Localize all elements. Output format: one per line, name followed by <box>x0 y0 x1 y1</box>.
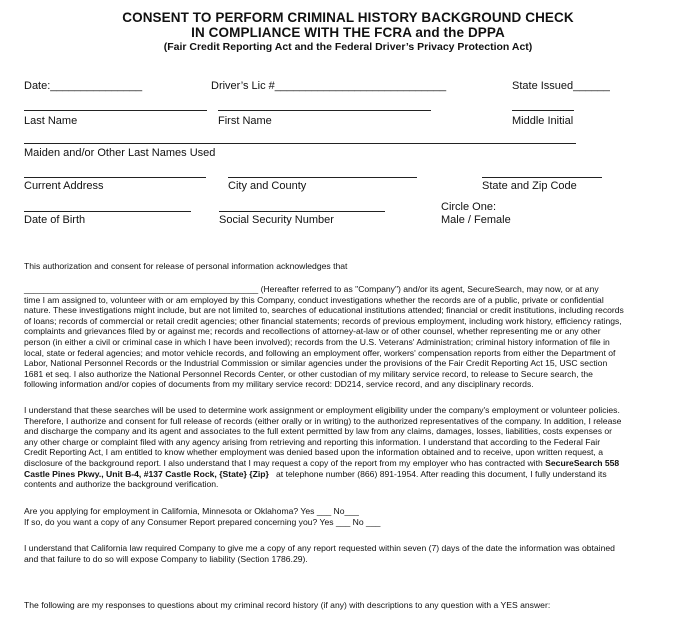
question-california-mn-ok[interactable]: Are you applying for employment in California, Minnesota or Oklahoma? Yes ___ No___ <box>24 506 359 516</box>
para1-line: _________________________________________________ (Hereafter referred to as "Company") and/or its agent, SecureSearch, may now, or at any <box>24 284 599 294</box>
date-of-birth-label: Date of Birth <box>24 214 86 226</box>
california-line: I understand that California law required Company to give me a copy of any report requested within seven (7) days of the date the information was obtained <box>24 543 615 553</box>
auth-intro: This authorization and consent for release of personal information acknowledges that <box>24 261 348 271</box>
middle-initial-label: Middle Initial <box>512 115 574 127</box>
maiden-name-line[interactable] <box>24 143 576 144</box>
para2-line: and discharge the company and its agent and associates to the full extent permitted by law from any claims, damages, losses, liabilities, costs expenses or <box>24 426 613 437</box>
ssn-line[interactable] <box>219 211 385 212</box>
gender-options[interactable]: Male / Female <box>441 214 511 226</box>
date-of-birth-line[interactable] <box>24 211 191 212</box>
para1-line: following information and/or copies of documents from my military service record: DD214, service record, and any disciplinary records. <box>24 379 534 390</box>
current-address-line[interactable] <box>24 177 206 178</box>
securesearch-name: SecureSearch 558 <box>545 457 620 468</box>
para1-line: Labor, National Personnel Records or the Industrial Commission or similar agencies under the provisions of the Fair Credit Reporting Act 15, USC section <box>24 358 608 369</box>
para2-line: Castle Pines Pkwy., Unit B-4, #137 Castle Rock, {State} {Zip} at telephone number (866) 891-1954. After reading this document, I fully understand its <box>24 468 607 479</box>
para1-line: complaints and grievances filed by or against me; records and recollections of attorney-at-law or of other counsel, whether representing me or any other <box>24 326 601 337</box>
para2-line: Credit Reporting Act, I am entitled to know whether employment was denied based upon the information obtained and to receive, upon written request, a <box>24 447 603 458</box>
city-county-label: City and County <box>228 180 307 192</box>
criminal-history-responses-intro: The following are my responses to questions about my criminal record history (if any) with descriptions to any question with a YES answer: <box>24 600 551 610</box>
california-line: and that failure to do so will expose Company to liability (Section 1786.29). <box>24 553 308 564</box>
authorization-paragraph <box>24 284 684 390</box>
questions-block <box>24 506 684 527</box>
first-name-line[interactable] <box>218 110 431 111</box>
form-title-line2: IN COMPLIANCE WITH THE FCRA and the DPPA <box>191 25 505 40</box>
city-county-line[interactable] <box>228 177 417 178</box>
question-consumer-report-copy[interactable]: If so, do you want a copy of any Consumer Report prepared concerning you? Yes ___ No ___ <box>24 516 381 527</box>
last-name-label: Last Name <box>24 115 78 127</box>
state-zip-line[interactable] <box>482 177 602 178</box>
state-zip-label: State and Zip Code <box>482 180 577 192</box>
para2-line: any other charge or complaint filed with any agency arising from retrieving and reporting this information. I understand that according to the Federal Fair <box>24 436 601 447</box>
middle-initial-line[interactable] <box>512 110 574 111</box>
drivers-license-field[interactable]: Driver’s Lic #____________________________ <box>211 80 447 92</box>
para2-line: disclosure of the background report. I also understand that I may request a copy of the report from my employer who has contracted with SecureSearch 558 <box>24 457 620 468</box>
circle-one-label: Circle One: <box>441 201 497 213</box>
maiden-name-label: Maiden and/or Other Last Names Used <box>24 147 216 159</box>
para2-line: I understand that these searches will be used to determine work assignment or employment eligibility under the company's employment or volunteer policies. <box>24 405 620 415</box>
para1-line: 1681 et seq. I also authorize the National Personnel Records Center, or other custodian of my military service record, to release to Secure search, the <box>24 368 593 379</box>
california-paragraph <box>24 543 684 564</box>
para1-line: of loans; records of commercial or retail credit agencies; other financial statements; records of previous employment, including work history, efficiency ratings, <box>24 315 622 326</box>
para2-line: contents and authorize the background verification. <box>24 479 219 490</box>
state-issued-field[interactable]: State Issued______ <box>512 80 610 92</box>
last-name-line[interactable] <box>24 110 207 111</box>
para1-line: person (in either a civil or criminal case in which I have been involved); records from the U.S. Veterans' Administration; criminal history information of file in <box>24 336 610 347</box>
first-name-label: First Name <box>218 115 272 127</box>
ssn-label: Social Security Number <box>219 214 334 226</box>
date-field[interactable]: Date:_______________ <box>24 80 143 92</box>
para1-line: time I am assigned to, volunteer with or am employed by this Company, conduct investigations whether the records are of a public, private or confidential <box>24 294 604 305</box>
para1-line: nature. These investigations might include, but are not limited to, searches of educational institutions attended; financial or credit institutions, including records <box>24 305 624 316</box>
securesearch-address: Castle Pines Pkwy., Unit B-4, #137 Castle Rock, {State} {Zip} <box>24 468 269 479</box>
form-title-line1: CONSENT TO PERFORM CRIMINAL HISTORY BACKGROUND CHECK <box>122 10 574 25</box>
para1-line: local, state or federal agencies; and motor vehicle records, and following an employment offer, workers' compensation reports from either the Department of <box>24 347 616 358</box>
form-subtitle: (Fair Credit Reporting Act and the Federal Driver’s Privacy Protection Act) <box>163 41 533 53</box>
para2-line: Therefore, I authorize and consent for full release of records (either orally or in writing) to the authorized representatives of the company. In addition, I release <box>24 415 622 426</box>
current-address-label: Current Address <box>24 180 104 192</box>
release-paragraph <box>24 405 684 490</box>
